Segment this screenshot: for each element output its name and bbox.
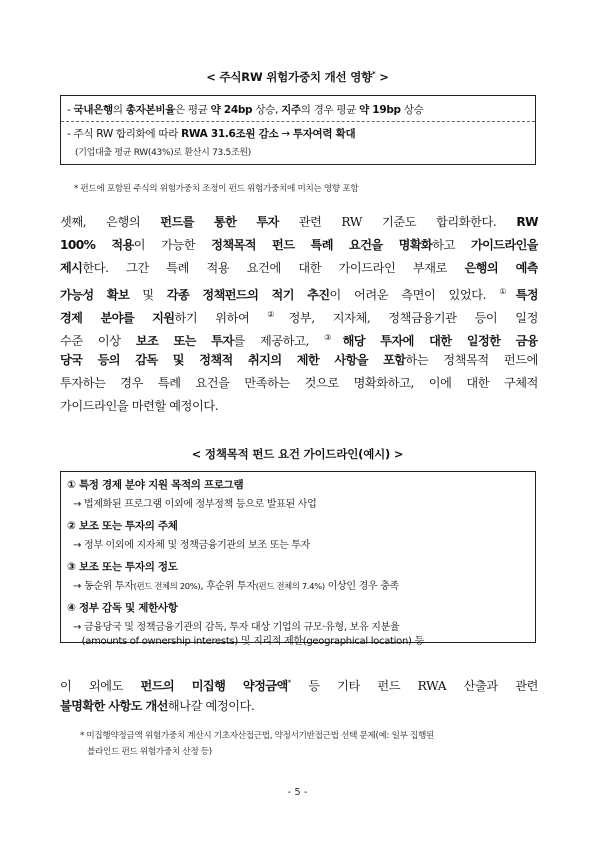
paragraph-line [60,395,538,418]
guideline-item-4-head: ④ 정부 감독 및 제한사항 [67,602,178,614]
text-run: 및 [129,288,167,303]
box1-line3: (기업대출 평균 RW(43%)로 환산시 73.5조원) [75,148,251,158]
text-run: 이 가능한 [133,238,212,252]
emphasis-text: 보조 또는 투자 [135,334,234,349]
text-run: 의 경우 평균 [300,104,360,116]
paragraph-line [60,257,538,280]
text-run: 를 제공하고, [233,334,325,349]
text-run: 등 기타 펀드 RWA 산출과 관련 [290,679,538,694]
text-run: 의 [112,104,126,116]
text-run: - 주식 RW 합리화에 따라 [67,128,182,140]
box1-line1 [67,102,529,117]
text-run: * [287,679,291,687]
box1-title: < 주식RW 위험가중치 개선 영향* > [206,70,389,84]
text-run: 수준 이상 [60,334,136,349]
text-run: 하고 [432,238,471,252]
text-run: → 법제화된 프로그램 이외에 정부정책 등으로 발표된 사업 [73,499,317,510]
emphasis-text: 은행의 예측 [464,261,538,275]
text-run: ② [267,310,289,319]
footnote-2-line-1: * 미집행약정금액 위험가중치 계산시 기초자산접근법, 약정서기반접근법 선택 문제(예: 일부 집행된 [80,731,435,741]
emphasis-text: 총자본비율 [125,104,176,116]
emphasis-text: 펀드의 미집행 약정금액 [140,679,288,694]
emphasis-text: 정책목적 펀드 특례 요건을 명확화 [211,238,433,252]
text-run: 관련 RW 기준도 합리화한다. [278,215,517,229]
paragraph-line [60,672,538,695]
text-run: → 정부 이외에 지자체 및 정책금융기관의 보조 또는 투자 [73,540,311,551]
guideline-item-2-head: ② 보조 또는 투자의 주체 [67,520,178,532]
guideline-item-3-head: ③ 보조 또는 투자의 정도 [67,561,178,573]
emphasis-text: 100% 적용 [60,238,134,252]
emphasis-text: 국내은행 [73,104,113,116]
paragraph-line [60,326,538,349]
text-run: 이상인 경우 충족 [324,581,399,592]
text-run: 하는 정책목적 펀드에 [405,353,538,367]
text-run: 투자하는 경우 특례 요건을 만족하는 것으로 명확화하고, 이에 대한 구체적 [60,376,538,390]
emphasis-text: 제시 [60,261,83,275]
text-run: → 금융당국 및 정책금융기관의 감독, 투자 대상 기업의 규모·유형, 보유 지분율 [73,622,400,633]
text-run: 가이드라인을 마련할 예정이다. [60,399,219,413]
box1-footnote: * 펀드에 포함된 주식의 위험가중치 조정이 펀드 위험가중치에 미치는 영향 포함 [74,184,359,194]
emphasis-text: 약 24bp [210,104,253,116]
emphasis-text: RWA 31.6조원 감소 [181,128,279,140]
paragraph-line [60,372,538,395]
text-run: → [278,128,293,140]
text-run: 셋째, 은행의 [60,215,161,229]
emphasis-text: 약 19bp [359,104,401,116]
box1-line2 [67,126,529,141]
paragraph-line [60,349,538,372]
text-run: 이 외에도 [60,679,141,694]
text-run: (amounts of ownership interests) 및 지리적 제한(geographical location) 등 [73,636,424,647]
paragraph-line [60,211,538,234]
text-run: ① [499,287,516,296]
text-run: 상승 [400,104,424,116]
emphasis-text: 경제 분야를 지원 [60,311,175,326]
emphasis-text: 지주 [281,104,301,116]
guideline-item-1-head: ① 특정 경제 분야 지원 목적의 프로그램 [67,479,244,491]
text-run: 하기 위하여 [174,311,268,326]
text-run: 정부, 지자체, 정책금융기관 등이 일정 [288,311,538,326]
guideline-item-2-line [73,536,310,551]
text-run: , 후순위 투자 [200,581,256,592]
guideline-item-4-line-1 [73,618,399,633]
text-run: 한다. 그간 특례 적용 요건에 대한 가이드라인 부재로 [82,261,465,275]
paragraph-line [60,234,538,257]
page-number: - 5 - [287,787,308,798]
divider [61,121,535,122]
emphasis-text: 해당 투자에 대한 일정한 금융 [342,334,538,349]
box2-guideline [60,471,536,647]
emphasis-text: 가능성 확보 [60,288,130,303]
emphasis-text: 투자여력 확대 [292,128,356,140]
emphasis-text: 가이드라인을 [470,238,538,252]
text-run: → 동순위 투자 [73,581,134,592]
emphasis-text: 각종 정책펀드의 적기 추진 [166,288,330,303]
text-run: (펀드 전체의 20%) [133,581,201,591]
paragraph-line [60,695,538,718]
emphasis-text: 당국 등의 감독 및 정책적 취지의 제한 사항을 포함 [60,353,406,367]
paragraph-line [60,303,538,326]
box1-summary [60,95,536,165]
text-run: 이 어려운 측면이 있었다. [329,288,500,303]
paragraph-1 [60,211,538,418]
box2-title: < 정책목적 펀드 요건 가이드라인(예시) > [191,447,404,461]
text-run: 상승, [252,104,282,116]
guideline-item-3-line [73,577,399,592]
emphasis-text: 펀드를 통한 투자 [160,215,279,229]
paragraph-2 [60,672,538,718]
guideline-item-1-line [73,495,317,510]
paragraph-line [60,280,538,303]
text-run: 해나갈 예정이다. [167,699,255,713]
footnote-2-line-2: 블라인드 펀드 위험가중치 산정 등) [87,747,212,757]
text-run: - [67,104,74,116]
emphasis-text: 불명확한 사항도 개선 [60,699,168,713]
text-run: (펀드 전체의 7.4%) [255,581,325,591]
text-run: ③ [324,333,343,342]
emphasis-text: 특정 [515,288,538,303]
text-run: 은 평균 [175,104,211,116]
guideline-item-4-line-2 [73,632,424,647]
emphasis-text: RW [516,215,538,229]
